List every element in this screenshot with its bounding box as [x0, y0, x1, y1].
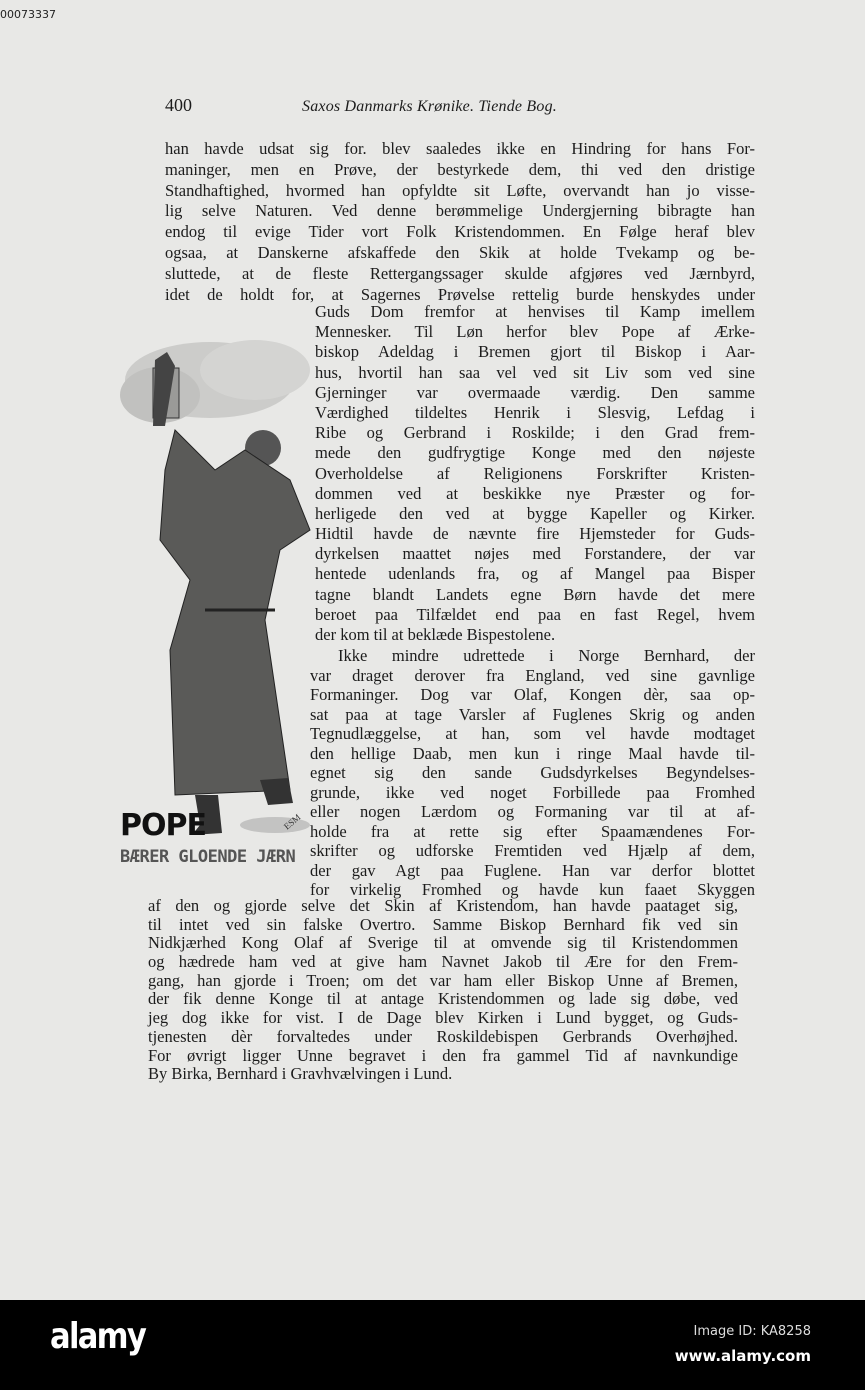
text-line: tjenesten dèr forvaltedes under Roskildebispen Gerbrands Overhøjhed.	[148, 1026, 738, 1046]
text-line: tagne blandt Landets egne Børn havde det mere	[315, 584, 755, 604]
text-line: dommen ved at beskikke nye Præster og for-	[315, 483, 755, 503]
paragraph-block-bottom	[148, 897, 738, 1084]
text-line: Hidtil havde de nævnte fire Hjemsteder for Guds-	[315, 524, 755, 544]
text-line: jeg dog ikke for vist. I de Dage blev Kirken i Lund bygget, og Guds-	[148, 1008, 738, 1028]
text-line: idet de holdt for, at Sagernes Prøvelse rettelig burde henskydes under	[165, 284, 755, 304]
monk-illustration	[115, 320, 315, 880]
text-line: Værdighed tildeltes Henrik i Slesvig, Lefdag i	[315, 402, 755, 422]
text-line: ogsaa, at Danskerne afskaffede den Skik at holde Tvekamp og be-	[165, 242, 755, 262]
text-line: Gjerninger var overmaade værdig. Den samme	[315, 382, 755, 402]
text-line: endog til evige Tider vort Folk Kristendommen. En Følge heraf blev	[165, 222, 755, 242]
text-line: mede den gudfrygtige Konge med den nøjeste	[315, 443, 755, 463]
text-line: der kom til at beklæde Bispestolene.	[315, 625, 556, 644]
text-line: eller nogen Lærdom og Formaning var til at af-	[310, 802, 755, 821]
text-line: biskop Adeldag i Bremen gjort til Biskop i Aar-	[315, 342, 755, 362]
text-line: sluttede, at de fleste Rettergangssager skulde afgjøres ved Jærnbyrd,	[165, 263, 755, 283]
text-line: skrifter og udforske Fremtiden ved Hjælp af dem,	[310, 841, 755, 860]
running-head: Saxos Danmarks Krønike. Tiende Bog.	[302, 98, 557, 115]
monk-robe	[160, 430, 310, 795]
text-line: gang, han gjorde i Troen; om det var ham eller Biskop Unne af Bremen,	[148, 970, 738, 990]
text-line: Nidkjærhed Kong Olaf af Sverige til at omvende sig til Kristendommen	[148, 933, 738, 953]
scan-id: 00073337	[0, 8, 56, 21]
text-line: hentede udenlands fra, og af Mangel paa Bisper	[315, 564, 755, 584]
text-line: og hædrede ham ved at give ham Navnet Jakob til Ære for den Frem-	[148, 952, 738, 972]
watermark-footer	[0, 1300, 865, 1390]
illustration-title: POPE	[120, 808, 206, 843]
text-line: beroet paa Tilfældet end paa en fast Regel, hvem	[315, 604, 755, 624]
text-line: til intet ved sin falske Overtro. Samme Biskop Bernhard fik ved sin	[148, 914, 738, 934]
text-line: egnet sig den sande Gudsdyrkelses Begyndelses-	[310, 763, 755, 782]
paragraph-block-top	[165, 139, 755, 305]
text-line: der fik denne Konge til at antage Kristendommen og lade sig døbe, ved	[148, 989, 738, 1009]
text-line: holde fra at rette sig efter Spaamændenes For-	[310, 821, 755, 841]
text-line: herligede den ved at bygge Kapeller og Kirker.	[315, 503, 755, 523]
text-line: der gav Agt paa Fuglene. Han var derfor blottet	[310, 860, 755, 880]
alamy-logo: alamy	[50, 1316, 146, 1357]
text-line: af den og gjorde selve det Skin af Kristendom, han havde paataget sig,	[148, 896, 738, 915]
footer-url: www.alamy.com	[674, 1347, 811, 1365]
text-line: var draget derover fra England, ved sine gavnlige	[310, 665, 755, 685]
text-line: maninger, men en Prøve, der bestyrkede dem, thi ved den dristige	[165, 159, 755, 179]
image-id: Image ID: KA8258	[693, 1324, 811, 1339]
text-line: for virkelig Fromhed og havde kun faaet Skyggen	[310, 880, 755, 899]
text-line: Mennesker. Til Løn herfor blev Pope af Ærke-	[315, 322, 755, 342]
text-line: hus, hvortil han saa vel ved sit Liv som ved sine	[315, 362, 755, 382]
smoke-cloud	[120, 340, 310, 423]
text-line: Tegnudlæggelse, at han, som vel havde modtaget	[310, 724, 755, 743]
text-line: grunde, ikke ved noget Forbillede paa Fromhed	[310, 782, 755, 802]
text-line: Overholdelse af Religionens Forskrifter Kristen-	[315, 463, 755, 483]
text-line: Standhaftighed, hvormed han opfyldte sit Løfte, overvandt han jo visse-	[165, 180, 755, 200]
text-line: Formaninger. Dog var Olaf, Kongen dèr, saa op-	[310, 685, 755, 704]
text-line: den hellige Daab, men kun i ringe Maal havde til-	[310, 743, 755, 763]
text-line: Ikke mindre udrettede i Norge Bernhard, der	[338, 646, 755, 665]
text-line: dyrkelsen maattet nøjes med Forstandere, der var	[315, 544, 755, 564]
paragraph-block-beside-illustration	[315, 302, 755, 645]
text-line: Guds Dom fremfor at henvises til Kamp imellem	[315, 302, 755, 321]
page-number: 400	[165, 95, 192, 115]
text-line: For øvrigt ligger Unne begravet i den fra gammel Tid af navnkundige	[148, 1045, 738, 1065]
text-line: By Birka, Bernhard i Gravhvælvingen i Lund.	[148, 1064, 453, 1084]
artist-signature: ESM	[281, 811, 303, 832]
text-line: han havde udsat sig for. blev saaledes ikke en Hindring for hans For-	[165, 139, 755, 158]
paragraph-block-second-paragraph	[310, 646, 755, 900]
text-line: lig selve Naturen. Ved denne berømmelige Undergjerning bibragte han	[165, 201, 755, 221]
text-line: sat paa at tage Varsler af Fuglenes Skrig og anden	[310, 704, 755, 724]
illustration-subtitle: BÆRER GLOENDE JÆRN	[120, 847, 296, 867]
text-line: Ribe og Gerbrand i Roskilde; i den Grad frem-	[315, 423, 755, 443]
